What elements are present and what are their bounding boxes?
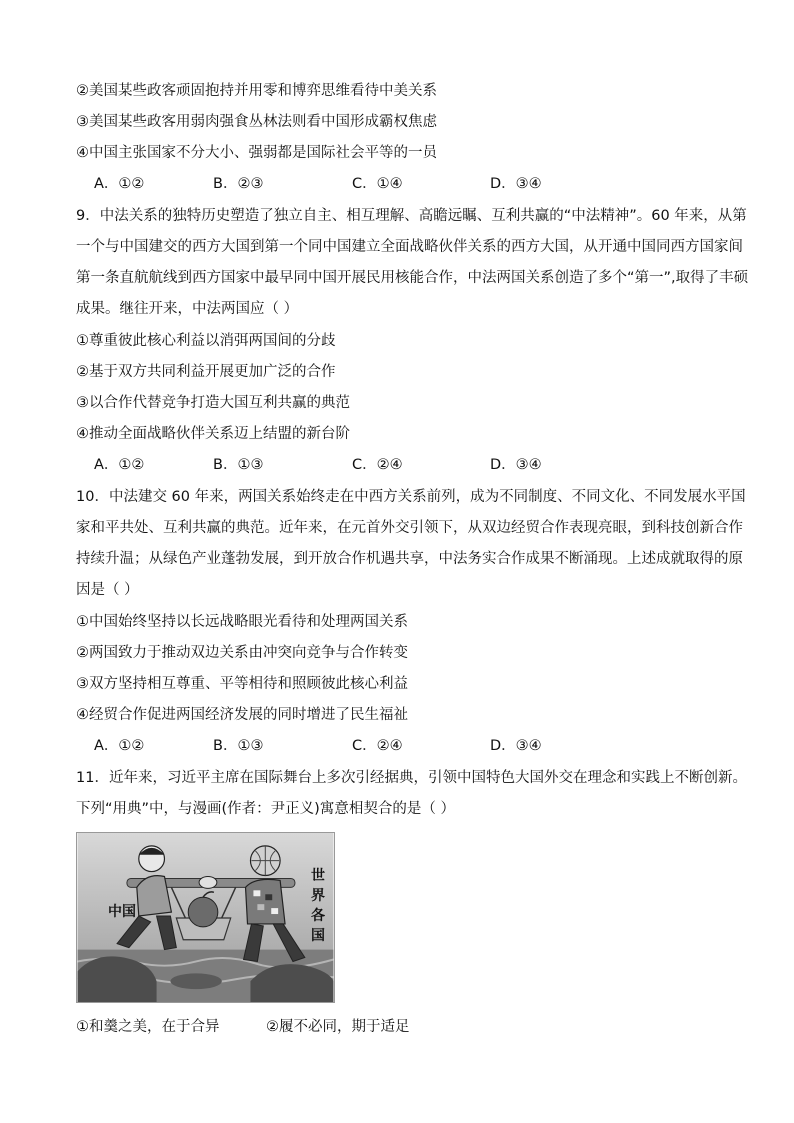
- q9-stem-line: 一个与中国建交的西方大国到第一个同中国建立全面战略伙伴关系的西方大国，从开通中国同西方国家间: [76, 239, 743, 255]
- q10-stem-line: 因是（ ）: [76, 582, 139, 598]
- q11-stem-line: 11．近年来，习近平主席在国际舞台上多次引经据典，引领中国特色大国外交在理念和实践上不断创新。: [76, 770, 747, 786]
- q10-stem-line: 10．中法建交 60 年来，两国关系始终走在中西方关系前列，成为不同制度、不同文化、不同发展水平国: [76, 489, 746, 505]
- option-a: A．①②: [94, 457, 145, 473]
- option-c: C．①④: [352, 176, 403, 192]
- q9-item-1: ①尊重彼此核心利益以消弭两国间的分歧: [76, 333, 336, 349]
- option-b: B．②③: [213, 176, 264, 192]
- q9-stem-line: 第一条直航航线到西方国家中最早同中国开展民用核能合作，中法两国关系创造了多个“第一”,取得了丰硕: [76, 270, 749, 286]
- cartoon-label-china: 中国: [108, 904, 136, 920]
- option-b: B．①③: [213, 457, 264, 473]
- q10-stem-line: 持续升温；从绿色产业蓬勃发展，到开放合作机遇共享，中法务实合作成果不断涌现。上述成就取得的原: [76, 551, 743, 567]
- q9-stem-line: 成果。继往开来，中法两国应（ ）: [76, 301, 299, 317]
- q10-stem-line: 家和平共处、互利共赢的典范。近年来，在元首外交引领下，从双边经贸合作表现亮眼，到科技创新合作: [76, 520, 743, 536]
- prev-item-4: ④中国主张国家不分大小、强弱都是国际社会平等的一员: [76, 145, 437, 161]
- q10-item-3: ③双方坚持相互尊重、平等相待和照顾彼此核心利益: [76, 676, 408, 692]
- q9-item-3: ③以合作代替竞争打造大国互利共赢的典范: [76, 395, 350, 411]
- option-c: C．②④: [352, 738, 403, 754]
- option-d: D．③④: [490, 176, 542, 192]
- prev-item-3: ③美国某些政客用弱肉强食丛林法则看中国形成霸权焦虑: [76, 114, 437, 130]
- q10-item-1: ①中国始终坚持以长远战略眼光看待和处理两国关系: [76, 614, 408, 630]
- q10-item-2: ②两国致力于推动双边关系由冲突向竞争与合作转变: [76, 645, 408, 661]
- option-b: B．①③: [213, 738, 264, 754]
- cartoon-label-world: 世界各国: [311, 868, 325, 944]
- q11-item-1: ①和羹之美，在于合异: [76, 1019, 220, 1035]
- option-a: A．①②: [94, 738, 145, 754]
- q10-item-4: ④经贸合作促进两国经济发展的同时增进了民生福祉: [76, 707, 408, 723]
- q11-item-2: ②履不必同，期于适足: [266, 1019, 410, 1035]
- q9-stem-line: 9．中法关系的独特历史塑造了独立自主、相互理解、高瞻远瞩、互利共赢的“中法精神”。60 年来，从第: [76, 208, 747, 224]
- prev-item-2: ②美国某些政客顽固抱持并用零和博弈思维看待中美关系: [76, 83, 437, 99]
- q9-item-4: ④推动全面战略伙伴关系迈上结盟的新台阶: [76, 426, 350, 442]
- option-c: C．②④: [352, 457, 403, 473]
- option-d: D．③④: [490, 457, 542, 473]
- option-a: A．①②: [94, 176, 145, 192]
- option-d: D．③④: [490, 738, 542, 754]
- q11-stem-line: 下列“用典”中，与漫画(作者：尹正义)寓意相契合的是（ ）: [76, 801, 455, 817]
- q9-item-2: ②基于双方共同利益开展更加广泛的合作: [76, 364, 336, 380]
